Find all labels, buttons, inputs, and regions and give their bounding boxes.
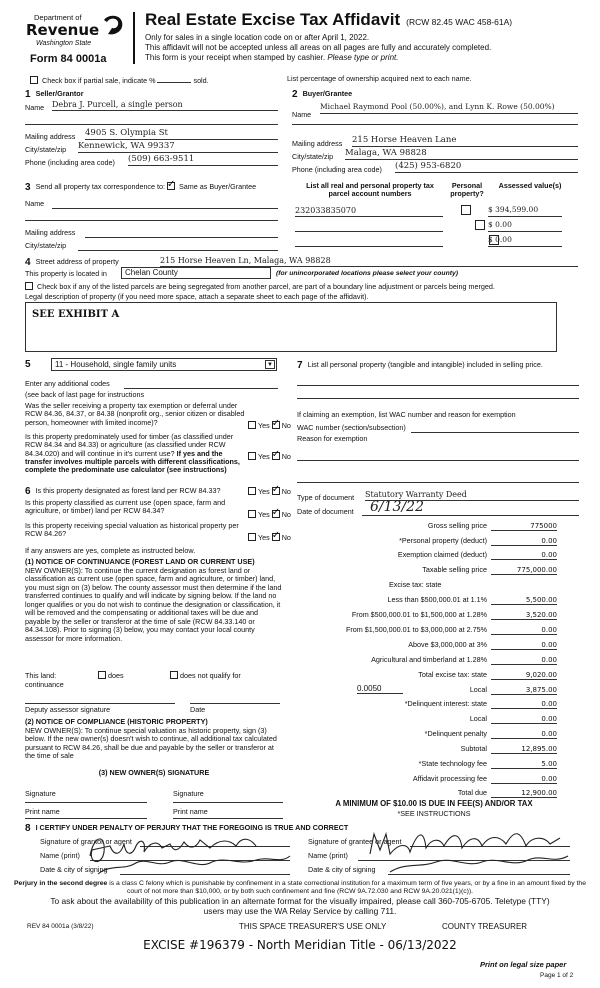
personal-property-checkbox-1[interactable] bbox=[461, 205, 471, 215]
forest-no-label: No bbox=[281, 487, 291, 496]
notice-continuance-body: NEW OWNER(S): To continue the current designation as forest land or classification as current use (open space, farm and agriculture, or timber) land, you must sign on (3) below. The county assessor must then determine if the land transferred continues to qualify and will indicate by signing below. If the land no longer qualifies or you do not wish to continue the designation or classification, it will be removed and the compensating or additional taxes will be due and payable by the seller or transferor at the time of sale (RCW 84.33.140 or 84.34.108). Prior to signing (3) below, you may contact your local county assessor for more information. bbox=[25, 566, 282, 643]
form-statute: (RCW 82.45 WAC 458-61A) bbox=[406, 17, 513, 27]
historic-no-label: No bbox=[281, 533, 291, 542]
notice-continuance-heading: (1) NOTICE OF CONTINUANCE (FOREST LAND OR CURRENT USE) bbox=[25, 557, 255, 566]
if-yes-note: If any answers are yes, complete as instructed below. bbox=[25, 546, 196, 555]
deputy-signature-line[interactable] bbox=[25, 703, 175, 704]
new-owner-signature-label-2: Signature bbox=[173, 789, 204, 798]
local-rate-field[interactable]: 0.0050 bbox=[357, 684, 403, 694]
delinquent-local-label: Local bbox=[469, 714, 487, 723]
section3-name-line[interactable] bbox=[52, 208, 278, 209]
grantee-signature-scribble bbox=[360, 824, 575, 878]
legal-description-box[interactable] bbox=[25, 302, 557, 352]
personal-value[interactable]: 0.00 bbox=[491, 537, 557, 546]
section6-number: 6 bbox=[25, 486, 31, 497]
personal-property-line1[interactable] bbox=[297, 385, 579, 386]
section7-text: List all personal property (tangible and intangible) included in selling price. bbox=[307, 360, 543, 369]
grantor-name-label: Name (print) bbox=[40, 851, 80, 860]
county-treasurer-label: COUNTY TREASURER bbox=[442, 922, 528, 931]
parcel-number-3[interactable] bbox=[295, 236, 443, 247]
section8-number: 8 bbox=[25, 823, 31, 834]
section3-heading bbox=[25, 182, 256, 194]
dept-line3: Washington State bbox=[36, 40, 92, 47]
tier4-label: Above $3,000,000 at 3% bbox=[408, 640, 487, 649]
calc-tier2 bbox=[297, 611, 557, 622]
form-title: Real Estate Excise Tax Affidavit bbox=[145, 10, 401, 29]
use-code-select[interactable] bbox=[51, 358, 277, 371]
local-label: Local bbox=[469, 685, 487, 694]
codes-note: (see back of last page for instructions bbox=[25, 390, 145, 399]
boundary-note: Check box if any of the listed parcels are being segregated from another parcel, are part of a boundary line adjustment or parcels being merged. bbox=[37, 282, 495, 291]
new-owner-print-line-1[interactable] bbox=[25, 818, 147, 819]
does-not-checkbox[interactable] bbox=[170, 671, 178, 679]
tier5-label: Agricultural and timberland at 1.28% bbox=[371, 655, 487, 664]
gross-value[interactable]: 775000 bbox=[491, 522, 557, 531]
timber-question-note: If yes and the transfer involves multiple parcels with different classifications, complete the predominate use calculator (see instructions) bbox=[25, 448, 240, 475]
street-address-label: Street address of property bbox=[35, 257, 119, 266]
forest-no-checkbox[interactable] bbox=[272, 487, 280, 495]
forest-land-text: Is this property designated as forest land per RCW 84.33? bbox=[35, 486, 221, 495]
partial-sale-label-b: sold. bbox=[193, 76, 209, 85]
tier4-value: 0.00 bbox=[491, 641, 557, 650]
timber-question-text: Is this property predominately used for timber (as classified under RCW 84.34 and 84.33) or agriculture (as classified under RCW 84.34.020) and will continue in it's current use? bbox=[25, 432, 234, 458]
partial-sale-row bbox=[30, 75, 209, 85]
calc-local bbox=[297, 686, 557, 697]
seller-address-field[interactable]: 4905 S. Olympia St bbox=[85, 129, 278, 140]
gross-label: Gross selling price bbox=[427, 521, 487, 530]
boundary-checkbox[interactable] bbox=[25, 282, 33, 290]
calc-exemption bbox=[297, 551, 557, 562]
additional-codes-line[interactable] bbox=[124, 388, 278, 389]
use-code-value: 11 - Household, single family units bbox=[55, 360, 177, 369]
wac-number-label: WAC number (section/subsection) bbox=[297, 423, 406, 432]
seller-phone-label: Phone (including area code) bbox=[25, 158, 115, 167]
section7-block bbox=[297, 360, 579, 372]
does-not-label: does not qualify for bbox=[180, 671, 241, 680]
exemption-reason-line2[interactable] bbox=[297, 482, 579, 483]
calc-subtotal bbox=[297, 745, 557, 756]
dor-logo bbox=[26, 14, 124, 54]
new-owner-print-label-1: Print name bbox=[25, 807, 60, 816]
calc-personal bbox=[297, 537, 557, 548]
grantor-signature-label: Signature of grantor or agent bbox=[40, 837, 132, 846]
delinquent-local-value[interactable]: 0.00 bbox=[491, 715, 557, 724]
doc-date-label: Date of document bbox=[297, 507, 354, 516]
section8-title: I CERTIFY UNDER PENALTY OF PERJURY THAT THE FOREGOING IS TRUE AND CORRECT bbox=[35, 823, 349, 832]
section3-name-line2[interactable] bbox=[25, 220, 278, 221]
historic-no-checkbox[interactable] bbox=[272, 533, 280, 541]
perjury-bold: Perjury in the second degree bbox=[14, 880, 108, 887]
header-divider bbox=[133, 12, 135, 64]
print-legal-note: Print on legal size paper bbox=[480, 960, 567, 969]
dropdown-arrow-icon[interactable]: ▼ bbox=[265, 360, 275, 369]
exemption-yes-label: Yes bbox=[258, 421, 270, 430]
grantor-date-label: Date & city of signing bbox=[40, 865, 108, 874]
subtotal-label: Subtotal bbox=[460, 744, 487, 753]
tier3-value: 0.00 bbox=[491, 626, 557, 635]
seller-name-label: Name bbox=[25, 103, 45, 112]
seller-title: Seller/Grantor bbox=[35, 89, 84, 98]
calc-delinquent-local bbox=[297, 715, 557, 726]
tier2-label: From $500,000.01 to $1,500,000 at 1.28% bbox=[351, 610, 487, 619]
doc-date-field[interactable]: 6/13/22 bbox=[362, 499, 579, 516]
section4-street-row bbox=[25, 257, 119, 269]
seller-number: 1 bbox=[25, 89, 31, 100]
buyer-name-field[interactable]: Michael Raymond Pool (50.00%), and Lynn K. Rowe (50.00%) bbox=[320, 103, 578, 114]
notice-compliance-heading: (2) NOTICE OF COMPLIANCE (HISTORIC PROPERTY) bbox=[25, 717, 208, 726]
timber-answer bbox=[248, 452, 291, 461]
does-label: does bbox=[108, 671, 124, 680]
delinquent-penalty-value[interactable]: 0.00 bbox=[491, 730, 557, 739]
new-owner-print-label-2: Print name bbox=[173, 807, 208, 816]
section3-number: 3 bbox=[25, 182, 31, 193]
buyer-name-label: Name bbox=[292, 110, 312, 119]
seller-city-field[interactable]: Kennewick, WA 99337 bbox=[78, 142, 278, 153]
historic-question: Is this property receiving special valuation as historical property per RCW 84.26? bbox=[25, 521, 239, 539]
current-use-yes-label: Yes bbox=[258, 510, 270, 519]
tech-fee-value: 5.00 bbox=[491, 760, 557, 769]
assessed-value-3[interactable]: $ 0.00 bbox=[488, 236, 562, 247]
new-owner-signature-line-1[interactable] bbox=[25, 802, 147, 803]
buyer-address-label: Mailing address bbox=[292, 139, 343, 148]
parcel-number-1[interactable]: 232033835070 bbox=[295, 206, 443, 217]
deputy-date-label: Date bbox=[190, 705, 206, 714]
wa-logo-icon bbox=[100, 14, 124, 40]
personal-property-checkbox-2[interactable] bbox=[475, 220, 485, 230]
same-as-buyer-label: Same as Buyer/Grantee bbox=[179, 182, 257, 191]
calc-affidavit-fee bbox=[297, 775, 557, 786]
county-select[interactable]: Chelan County bbox=[121, 267, 271, 279]
does-checkbox[interactable] bbox=[98, 671, 106, 679]
exemption-question: Was the seller receiving a property tax exemption or deferral under RCW 84.36, 84.37, or 84.38 (nonprofit org., senior citizen or disabled person, homeowner with limited income)? bbox=[25, 401, 245, 427]
exemption-claimed-value[interactable]: 0.00 bbox=[491, 551, 557, 560]
doc-type-label: Type of document bbox=[297, 493, 355, 502]
section3-city-label: City/state/zip bbox=[25, 241, 67, 250]
perjury-text: is a class C felony which is punishable by confinement in a state correctional institution for a maximum term of five years, or by a fine in an amount fixed by the court of not more than $10,000, or by both such confinement and fine (RCW 9A.72.030 and RCW 9A.20.021(1)(c)). bbox=[107, 880, 586, 895]
notice-2: This affidavit will not be accepted unless all areas on all pages are fully and accurately completed. bbox=[145, 43, 492, 52]
partial-sale-label-a: Check box if partial sale, indicate % bbox=[42, 76, 156, 85]
current-use-question: Is this property classified as current use (open space, farm and agriculture, or timber) land per RCW 84.34? bbox=[25, 498, 226, 516]
partial-sale-checkbox[interactable] bbox=[30, 76, 38, 84]
personal-label: *Personal property (deduct) bbox=[399, 536, 487, 545]
notice-3b: Please type or print. bbox=[327, 53, 399, 62]
excise-state-label: Excise tax: state bbox=[389, 580, 442, 589]
deputy-date-line[interactable] bbox=[190, 703, 280, 704]
notice-1: Only for sales in a single location code on or after April 1, 2022. bbox=[145, 33, 370, 42]
forest-land-answer bbox=[248, 487, 291, 496]
timber-no-checkbox[interactable] bbox=[272, 452, 280, 460]
calc-tier5 bbox=[297, 656, 557, 667]
calc-delinquent-state bbox=[297, 700, 557, 711]
section3-address-label: Mailing address bbox=[25, 228, 76, 237]
legal-description-label: Legal description of property (if you need more space, attach a separate sheet to each page of the affidavit). bbox=[25, 292, 369, 301]
delinquent-penalty-label: *Delinquent penalty bbox=[424, 729, 487, 738]
rev-number: REV 84 0001a (3/8/22) bbox=[27, 923, 94, 930]
timber-question bbox=[25, 433, 250, 474]
tier2-value: 3,520.00 bbox=[491, 611, 557, 620]
form-title-block bbox=[145, 10, 585, 30]
section3-address-line[interactable] bbox=[85, 237, 278, 238]
total-due-label: Total due bbox=[457, 788, 487, 797]
buyer-phone-label: Phone (including area code) bbox=[292, 165, 382, 174]
legal-description-text: SEE EXHIBIT A bbox=[32, 309, 120, 320]
total-state-label: Total excise tax: state bbox=[418, 670, 487, 679]
assessed-value-1[interactable]: $ 394,599.00 bbox=[488, 206, 562, 217]
buyer-city-field[interactable]: Malaga, WA 98828 bbox=[345, 149, 578, 160]
exemption-reason-line1[interactable] bbox=[297, 460, 579, 461]
section3-name-label: Name bbox=[25, 199, 45, 208]
current-use-yes-checkbox[interactable] bbox=[248, 510, 256, 518]
exemption-yes-checkbox[interactable] bbox=[248, 421, 256, 429]
doc-type-field[interactable]: Statutory Warranty Deed bbox=[365, 490, 579, 501]
minimum-notice: A MINIMUM OF $10.00 IS DUE IN FEE(S) AND/OR TAX bbox=[335, 799, 533, 808]
notice-compliance-body: NEW OWNER(S): To continue special valuation as historic property, sign (3) below. If the new owner(s) doesn't wish to continue, all additional tax calculated pursuant to RCW 84.26, shall be due and payable by the seller or transferor at the time of sale bbox=[25, 726, 277, 761]
dept-line1: Department of bbox=[34, 13, 82, 22]
taxable-label: Taxable selling price bbox=[422, 565, 487, 574]
tech-fee-label: *State technology fee bbox=[418, 759, 487, 768]
calc-delinquent-penalty bbox=[297, 730, 557, 741]
forest-land-question bbox=[25, 486, 250, 498]
exemption-claimed-label: Exemption claimed (deduct) bbox=[397, 550, 487, 559]
grantee-signature-label: Signature of grantee or agent bbox=[308, 837, 402, 846]
street-address-field[interactable]: 215 Horse Heaven Ln, Malaga, WA 98828 bbox=[160, 256, 578, 267]
timber-yes-label: Yes bbox=[258, 452, 270, 461]
section3-title: Send all property tax correspondence to: bbox=[35, 182, 166, 191]
exemption-reason-label: Reason for exemption bbox=[297, 434, 368, 443]
parcel-col-header: List all real and personal property tax parcel account numbers bbox=[306, 181, 434, 199]
calc-taxable bbox=[297, 566, 557, 577]
exemption-no-checkbox[interactable] bbox=[272, 421, 280, 429]
seller-city-label: City/state/zip bbox=[25, 145, 67, 154]
exemption-no-label: No bbox=[281, 421, 291, 430]
buyer-heading bbox=[292, 89, 352, 101]
total-due-value: 12,900.00 bbox=[491, 789, 557, 798]
calc-tier4 bbox=[297, 641, 557, 652]
seller-phone-field[interactable]: (509) 663-9511 bbox=[128, 155, 278, 166]
new-owner-signature-label-1: Signature bbox=[25, 789, 56, 798]
section7-number: 7 bbox=[297, 360, 303, 371]
does-not-option bbox=[170, 671, 241, 680]
forest-yes-checkbox[interactable] bbox=[248, 487, 256, 495]
new-owner-signature-line-2[interactable] bbox=[173, 802, 283, 803]
calc-tier1 bbox=[297, 596, 557, 607]
treasurer-space-label: THIS SPACE TREASURER'S USE ONLY bbox=[239, 922, 387, 931]
seller-name-line2[interactable] bbox=[25, 124, 278, 125]
see-instructions: *SEE INSTRUCTIONS bbox=[397, 809, 471, 818]
partial-sale-percent-input[interactable] bbox=[157, 75, 191, 83]
total-state-value: 9,020.00 bbox=[491, 671, 557, 680]
current-use-answer bbox=[248, 510, 291, 519]
perjury-notice bbox=[10, 880, 590, 896]
tier1-label: Less than $500,000.01 at 1.1% bbox=[387, 595, 487, 604]
new-owner-signature-heading: (3) NEW OWNER(S) SIGNATURE bbox=[98, 768, 210, 777]
exemption-note: If claiming an exemption, list WAC number and reason for exemption bbox=[297, 410, 516, 419]
timber-no-label: No bbox=[281, 452, 291, 461]
this-land-label: This land: bbox=[25, 671, 57, 680]
buyer-address-field[interactable]: 215 Horse Heaven Lane bbox=[352, 136, 578, 147]
calc-tier3 bbox=[297, 626, 557, 637]
form-number: Form 84 0001a bbox=[30, 53, 107, 65]
section5-number: 5 bbox=[25, 359, 31, 370]
historic-yes-label: Yes bbox=[258, 533, 270, 542]
continuance-label: continuance bbox=[25, 680, 64, 689]
notice-3a: This form is your receipt when stamped by cashier. bbox=[145, 53, 326, 62]
buyer-number: 2 bbox=[292, 89, 298, 100]
new-owner-print-line-2[interactable] bbox=[173, 818, 283, 819]
notice-3 bbox=[145, 53, 398, 62]
parcel-number-2[interactable] bbox=[295, 221, 443, 232]
assessed-value-col-header: Assessed value(s) bbox=[498, 181, 562, 190]
buyer-name-line2[interactable] bbox=[292, 124, 578, 125]
tier5-value[interactable]: 0.00 bbox=[491, 656, 557, 665]
personal-property-col-header: Personal property? bbox=[450, 181, 484, 199]
historic-yes-checkbox[interactable] bbox=[248, 533, 256, 541]
alt-format-notice: To ask about the availability of this publication in an alternate format for the visually impaired, please call 360-705-6705. Teletype (TTY) users may use the WA Relay Service by calling 711. bbox=[50, 896, 550, 916]
timber-yes-checkbox[interactable] bbox=[248, 452, 256, 460]
grantor-signature-scribble bbox=[80, 826, 300, 878]
buyer-city-label: City/state/zip bbox=[292, 152, 334, 161]
buyer-title: Buyer/Grantee bbox=[302, 89, 353, 98]
grantee-date-label: Date & city of signing bbox=[308, 865, 376, 874]
located-in-label: This property is located in bbox=[25, 269, 107, 278]
does-option bbox=[98, 671, 124, 680]
wac-number-line[interactable] bbox=[411, 432, 579, 433]
calc-total-state bbox=[297, 671, 557, 682]
section3-city-line[interactable] bbox=[78, 250, 278, 251]
taxable-value: 775,000.00 bbox=[491, 566, 557, 575]
local-value: 3,875.00 bbox=[491, 686, 557, 695]
tier3-label: From $1,500,000.01 to $3,000,000 at 2.75% bbox=[345, 625, 487, 634]
tier1-value: 5,500.00 bbox=[491, 596, 557, 605]
current-use-no-checkbox[interactable] bbox=[272, 510, 280, 518]
affidavit-fee-label: Affidavit processing fee bbox=[412, 774, 487, 783]
deputy-signature-label: Deputy assessor signature bbox=[25, 705, 111, 714]
county-note: (for unincorporated locations please select your county) bbox=[276, 270, 459, 277]
calc-tech-fee bbox=[297, 760, 557, 771]
additional-codes-label: Enter any additional codes bbox=[25, 379, 110, 388]
assessed-value-2[interactable]: $ 0.00 bbox=[488, 221, 562, 232]
delinquent-state-label: *Delinquent interest: state bbox=[404, 699, 487, 708]
delinquent-state-value[interactable]: 0.00 bbox=[491, 700, 557, 709]
personal-property-line2[interactable] bbox=[297, 398, 579, 399]
seller-heading bbox=[25, 89, 84, 101]
subtotal-value: 12,895.00 bbox=[491, 745, 557, 754]
boundary-row bbox=[25, 282, 585, 291]
seller-address-label: Mailing address bbox=[25, 132, 76, 141]
dept-line2: Revenue bbox=[26, 21, 100, 39]
page-number: Page 1 of 2 bbox=[540, 972, 574, 979]
excise-stamp: EXCISE #196379 - North Meridian Title - 06/13/2022 bbox=[143, 938, 457, 952]
forest-yes-label: Yes bbox=[258, 487, 270, 496]
affidavit-fee-value[interactable]: 0.00 bbox=[491, 775, 557, 784]
current-use-no-label: No bbox=[281, 510, 291, 519]
ownership-note: List percentage of ownership acquired next to each name. bbox=[287, 74, 472, 83]
grantee-name-label: Name (print) bbox=[308, 851, 348, 860]
historic-answer bbox=[248, 533, 291, 542]
exemption-answer bbox=[248, 421, 291, 430]
same-as-buyer-checkbox[interactable] bbox=[167, 182, 175, 190]
section4-number: 4 bbox=[25, 257, 31, 268]
buyer-phone-field[interactable]: (425) 953-6820 bbox=[395, 162, 578, 173]
seller-name-field[interactable]: Debra J. Purcell, a single person bbox=[52, 100, 278, 111]
calc-gross bbox=[297, 522, 557, 533]
